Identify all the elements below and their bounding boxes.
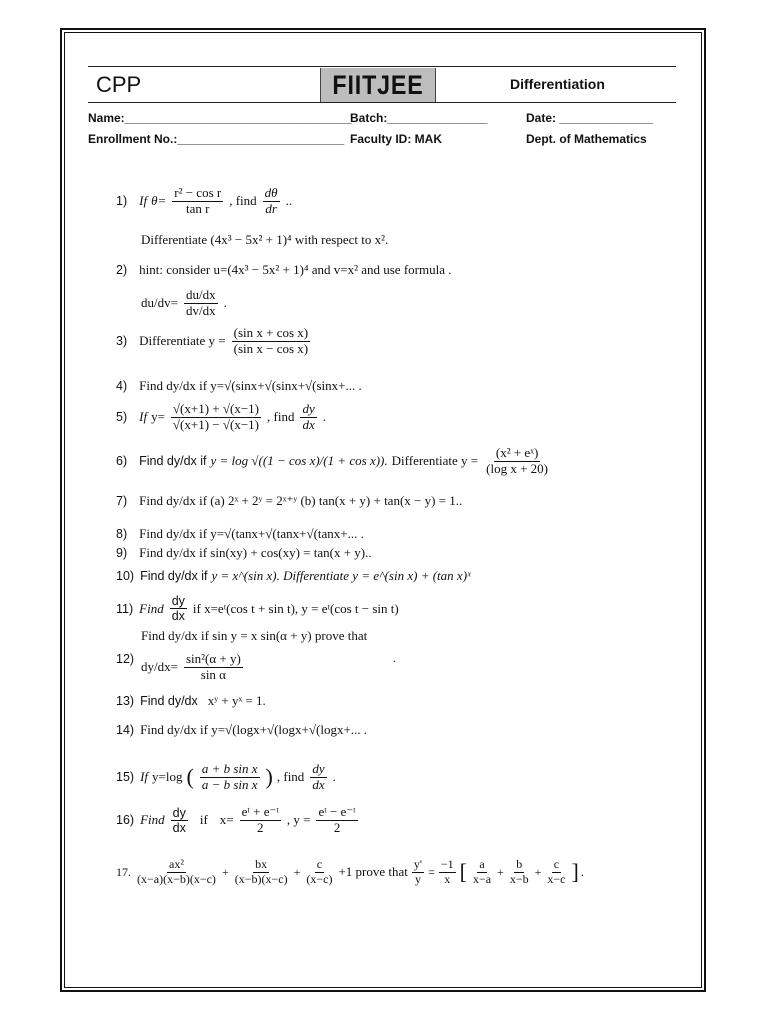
fraction — [200, 762, 260, 793]
question-12 — [116, 652, 136, 666]
expression: y = x^(sin x). Differentiate y = e^(sin x) + (tan x)ˣ — [211, 568, 471, 583]
plus-sign: + — [534, 864, 542, 879]
fraction-b — [233, 858, 290, 887]
question-number: 16) — [116, 813, 135, 828]
question-2-formula — [141, 288, 227, 319]
derivative-fraction — [263, 186, 280, 217]
header-bottom-rule — [88, 102, 676, 103]
left-bracket: [ — [459, 859, 467, 885]
question-text: Find dy/dx — [140, 694, 198, 708]
denominator: x — [444, 871, 451, 886]
fraction-term-b — [508, 858, 531, 887]
find-word: , find — [276, 769, 305, 785]
denominator: dv/dx — [185, 302, 216, 318]
question-number: 13) — [116, 694, 135, 708]
fraction-a — [135, 858, 218, 887]
numerator: bx — [255, 857, 268, 871]
expression: y = log √((1 − cos x)/(1 + cos x)). — [210, 453, 388, 469]
denominator: tan r — [186, 200, 210, 216]
question-number: 5) — [116, 410, 128, 425]
question-number: 14) — [116, 723, 135, 737]
derivative-fraction — [310, 762, 326, 793]
question-3 — [116, 326, 312, 357]
fraction — [232, 326, 311, 357]
if-word: If — [139, 409, 148, 425]
denominator: √(x+1) − √(x−1) — [172, 416, 260, 432]
fraction-c — [304, 858, 334, 887]
question-number: 3) — [116, 334, 128, 349]
question-text: Find dy/dx if — [140, 569, 208, 583]
punctuation: . — [223, 295, 227, 311]
cpp-label: CPP — [96, 72, 142, 97]
question-number: 4) — [116, 379, 128, 393]
question-11 — [116, 594, 399, 624]
question-text: Find dy/dx if y=√(tanx+√(tanx+√(tanx+... . — [139, 526, 364, 541]
denominator: x−a — [472, 871, 492, 886]
denominator: dx — [172, 820, 186, 835]
question-text: +1 prove that — [338, 864, 408, 880]
question-text: Find dy/dx if y=√(sinx+√(sinx+√(sinx+... . — [139, 378, 362, 393]
numerator: eᵗ + e⁻ᵗ — [241, 804, 279, 819]
denominator: x−c — [547, 871, 566, 886]
numerator: y' — [413, 857, 423, 871]
numerator: eᵗ − e⁻ᵗ — [318, 804, 356, 819]
denominator: (log x + 20) — [486, 460, 548, 476]
derivative-fraction — [170, 594, 187, 624]
equals-sign: = — [428, 864, 435, 879]
department: Dept. of Mathematics — [526, 132, 647, 146]
denominator: x−b — [509, 871, 529, 886]
question-text-2: Differentiate y = — [391, 453, 479, 469]
question-1 — [116, 186, 292, 217]
numerator: sin²(α + y) — [185, 651, 241, 666]
lhs: du/dv= — [141, 295, 178, 311]
lhs: dy/dx= — [141, 659, 178, 675]
fraction-yprime — [412, 858, 424, 887]
fraction — [184, 288, 218, 319]
plus-sign: + — [221, 864, 229, 879]
page-border-inner — [64, 32, 702, 988]
denominator: (x−a)(x−b)(x−c) — [137, 871, 216, 886]
question-17 — [116, 858, 584, 887]
numerator: √(x+1) + √(x−1) — [172, 401, 260, 416]
logo-text: FIITJEE — [332, 69, 424, 100]
question-number: 8) — [116, 527, 128, 541]
question-number: 15) — [116, 770, 135, 785]
fraction-term-a — [471, 858, 493, 887]
denominator: dx — [302, 416, 315, 432]
punctuation: . — [322, 409, 326, 425]
question-1b: Differentiate (4x³ − 5x² + 1)⁴ with respect to x². — [141, 232, 389, 247]
if-word: if — [199, 812, 208, 828]
right-paren: ) — [265, 764, 273, 790]
find-word: Find — [139, 600, 164, 616]
question-text: Find dy/dx if y=√(logx+√(logx+√(logx+... . — [140, 722, 368, 737]
lhs: θ= — [151, 193, 167, 209]
question-number: 2) — [116, 263, 128, 277]
lhs: x= — [219, 812, 234, 828]
batch-field: Batch:_______________ — [350, 111, 488, 125]
plus-sign: + — [497, 864, 504, 879]
fraction-minus-one — [439, 858, 456, 887]
denominator: (x−b)(x−c) — [234, 871, 288, 886]
date-field: Date: ______________ — [526, 111, 653, 125]
question-12-statement: Find dy/dx if sin y = x sin(α + y) prove that — [141, 628, 368, 643]
numerator: dy — [171, 594, 185, 608]
question-6 — [116, 446, 552, 477]
fraction — [184, 652, 243, 683]
question-text: hint: consider u=(4x³ − 5x² + 1)⁴ and v=x² and use formula . — [139, 262, 452, 277]
denominator: dx — [312, 776, 325, 792]
punctuation: .. — [285, 193, 293, 209]
denominator: 2 — [333, 819, 341, 835]
enrollment-field: Enrollment No.:_________________________ — [88, 132, 345, 146]
question-12-formula — [141, 652, 245, 683]
header-top-rule — [88, 66, 676, 67]
lhs: y=log — [152, 769, 183, 785]
denominator: a − b sin x — [201, 776, 258, 792]
question-15 — [116, 762, 336, 793]
expression: xʸ + yˣ = 1. — [207, 693, 266, 708]
question-number: 11) — [116, 601, 134, 616]
numerator: dθ — [264, 185, 278, 200]
topic-title: Differentiation — [510, 76, 605, 92]
separator: , y = — [286, 812, 311, 828]
lhs: y= — [151, 409, 165, 425]
punctuation: . — [393, 651, 396, 665]
question-number: 12) — [116, 652, 135, 666]
fraction-x — [240, 805, 281, 836]
find-word: , find — [229, 193, 257, 209]
question-4 — [116, 378, 362, 394]
right-bracket: ] — [571, 859, 579, 885]
fiitjee-logo — [320, 68, 436, 102]
expression: if x=eᵗ(cos t + sin t), y = eᵗ(cos t − sin t) — [192, 600, 399, 616]
fraction-y — [316, 805, 357, 836]
question-number: 1) — [116, 194, 128, 209]
find-word: , find — [267, 409, 295, 425]
numerator: (sin x + cos x) — [233, 325, 309, 340]
numerator: ax² — [169, 857, 184, 871]
question-7 — [116, 493, 462, 509]
question-text: Find dy/dx if sin(xy) + cos(xy) = tan(x + y).. — [139, 545, 372, 560]
derivative-fraction — [300, 402, 316, 433]
punctuation: . — [332, 769, 336, 785]
faculty-id: Faculty ID: MAK — [350, 132, 443, 146]
question-number: 6) — [116, 454, 128, 469]
numerator: dy — [312, 761, 325, 776]
question-10 — [116, 568, 471, 584]
numerator: du/dx — [185, 287, 216, 302]
question-text: Find dy/dx if — [139, 454, 207, 469]
question-number: 7) — [116, 494, 128, 508]
name-field: Name:__________________________________ — [88, 111, 352, 125]
numerator: b — [516, 857, 523, 871]
question-9 — [116, 545, 372, 561]
question-number: 10) — [116, 569, 135, 583]
denominator: dr — [265, 200, 277, 216]
question-13 — [116, 693, 266, 709]
question-14 — [116, 722, 367, 738]
plus-sign: + — [293, 864, 301, 879]
fraction — [171, 402, 261, 433]
if-word: If — [139, 193, 148, 209]
question-8 — [116, 526, 364, 542]
fraction-term-c — [545, 858, 567, 887]
numerator: dy — [302, 401, 315, 416]
question-text: Differentiate y = — [139, 333, 226, 349]
denominator: y — [414, 871, 421, 886]
punctuation: . — [580, 864, 584, 879]
fraction — [172, 186, 223, 217]
denominator: dx — [171, 609, 185, 624]
question-16 — [116, 805, 360, 836]
numerator: (x² + eˣ) — [495, 445, 539, 460]
denominator: (x−c) — [306, 871, 333, 886]
numerator: a — [479, 857, 485, 871]
question-number: 9) — [116, 546, 128, 560]
question-number: 17. — [116, 864, 131, 879]
derivative-fraction — [171, 806, 188, 836]
numerator: dy — [172, 805, 186, 820]
if-word: If — [140, 769, 149, 785]
fraction — [484, 446, 550, 477]
numerator: a + b sin x — [201, 761, 258, 776]
denominator: sin α — [200, 666, 226, 682]
left-paren: ( — [186, 764, 194, 790]
question-text: Find dy/dx if (a) 2ˣ + 2ʸ = 2ˣ⁺ʸ (b) tan(x + y) + tan(x − y) = 1.. — [139, 493, 463, 508]
numerator: r² − cos r — [174, 185, 222, 200]
question-5 — [116, 402, 326, 433]
denominator: (sin x − cos x) — [233, 340, 309, 356]
numerator: c — [316, 857, 323, 871]
find-word: Find — [140, 812, 165, 828]
numerator: −1 — [440, 857, 454, 871]
denominator: 2 — [257, 819, 264, 835]
question-2 — [116, 262, 451, 278]
numerator: c — [553, 857, 560, 871]
